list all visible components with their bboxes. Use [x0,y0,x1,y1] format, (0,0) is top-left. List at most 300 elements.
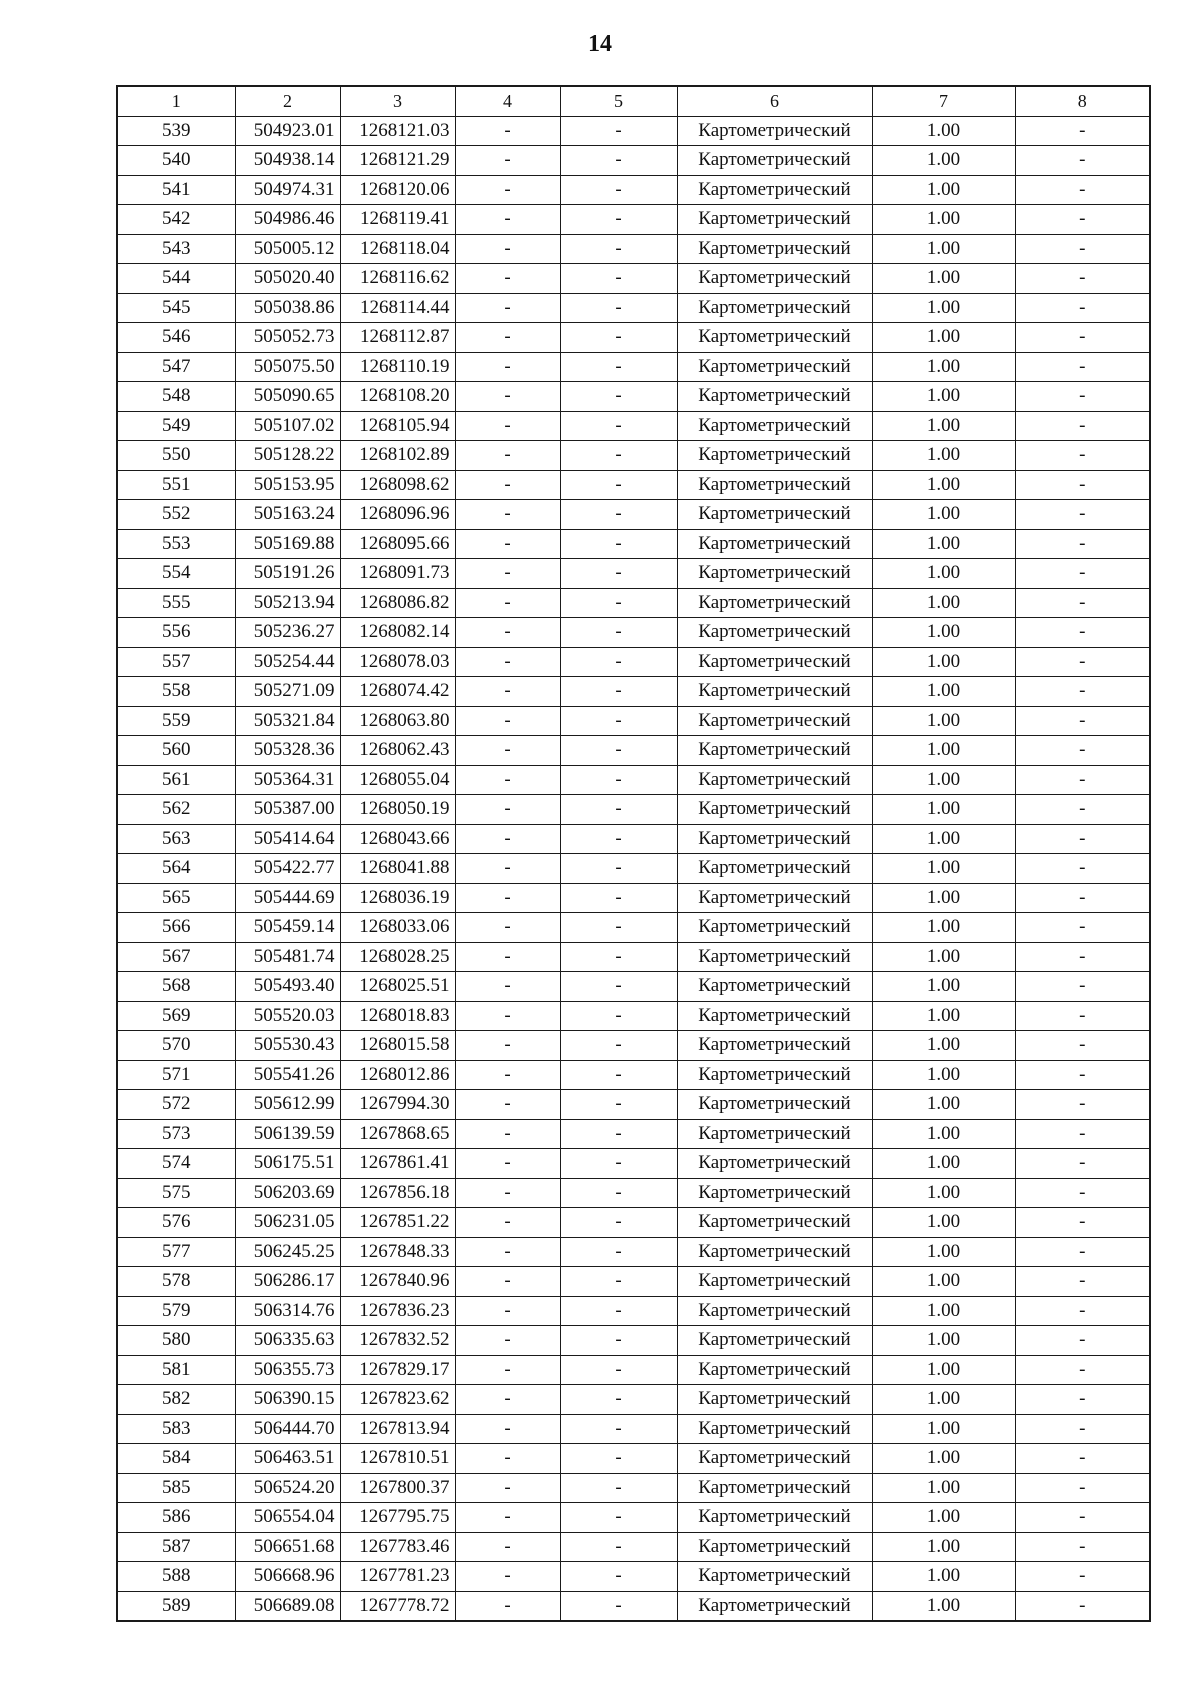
y-coordinate: 1268105.94 [340,411,455,441]
x-coordinate: 505271.09 [235,677,340,707]
table-row [117,972,1150,1002]
accuracy: 1.00 [872,1473,1015,1503]
column-4-value: - [455,323,560,353]
table-row [117,854,1150,884]
column-4-value: - [455,736,560,766]
accuracy: 1.00 [872,647,1015,677]
y-coordinate: 1268063.80 [340,706,455,736]
table-row [117,765,1150,795]
column-5-value: - [560,1296,677,1326]
point-number: 580 [117,1326,235,1356]
table-row [117,588,1150,618]
method: Картометрический [677,1591,872,1621]
column-4-value: - [455,1591,560,1621]
x-coordinate: 506231.05 [235,1208,340,1238]
accuracy: 1.00 [872,1267,1015,1297]
column-header: 2 [235,86,340,116]
y-coordinate: 1267856.18 [340,1178,455,1208]
column-4-value: - [455,618,560,648]
column-8-value: - [1015,883,1150,913]
column-5-value: - [560,1326,677,1356]
point-number: 547 [117,352,235,382]
column-8-value: - [1015,500,1150,530]
accuracy: 1.00 [872,323,1015,353]
column-5-value: - [560,1532,677,1562]
y-coordinate: 1267795.75 [340,1503,455,1533]
x-coordinate: 505090.65 [235,382,340,412]
accuracy: 1.00 [872,175,1015,205]
column-8-value: - [1015,1296,1150,1326]
y-coordinate: 1268095.66 [340,529,455,559]
column-4-value: - [455,588,560,618]
column-5-value: - [560,618,677,648]
accuracy: 1.00 [872,1208,1015,1238]
y-coordinate: 1268043.66 [340,824,455,854]
table-row [117,647,1150,677]
table-row [117,1591,1150,1621]
accuracy: 1.00 [872,1296,1015,1326]
column-8-value: - [1015,647,1150,677]
column-5-value: - [560,1562,677,1592]
column-8-value: - [1015,411,1150,441]
table-row [117,1503,1150,1533]
method: Картометрический [677,854,872,884]
column-5-value: - [560,293,677,323]
column-5-value: - [560,647,677,677]
x-coordinate: 505541.26 [235,1060,340,1090]
method: Картометрический [677,559,872,589]
column-8-value: - [1015,1060,1150,1090]
column-4-value: - [455,559,560,589]
column-5-value: - [560,1001,677,1031]
column-8-value: - [1015,942,1150,972]
point-number: 572 [117,1090,235,1120]
method: Картометрический [677,1060,872,1090]
y-coordinate: 1267836.23 [340,1296,455,1326]
y-coordinate: 1268012.86 [340,1060,455,1090]
column-4-value: - [455,234,560,264]
column-4-value: - [455,1473,560,1503]
y-coordinate: 1268025.51 [340,972,455,1002]
y-coordinate: 1268114.44 [340,293,455,323]
table-row [117,1237,1150,1267]
method: Картометрический [677,1267,872,1297]
accuracy: 1.00 [872,470,1015,500]
accuracy: 1.00 [872,1119,1015,1149]
column-5-value: - [560,677,677,707]
column-5-value: - [560,382,677,412]
method: Картометрический [677,1473,872,1503]
point-number: 560 [117,736,235,766]
method: Картометрический [677,1001,872,1031]
accuracy: 1.00 [872,234,1015,264]
table-row [117,1090,1150,1120]
table-row [117,736,1150,766]
column-5-value: - [560,1060,677,1090]
column-8-value: - [1015,913,1150,943]
column-5-value: - [560,205,677,235]
accuracy: 1.00 [872,677,1015,707]
column-4-value: - [455,883,560,913]
accuracy: 1.00 [872,736,1015,766]
table-row [117,1473,1150,1503]
y-coordinate: 1268112.87 [340,323,455,353]
accuracy: 1.00 [872,618,1015,648]
accuracy: 1.00 [872,1178,1015,1208]
y-coordinate: 1267781.23 [340,1562,455,1592]
accuracy: 1.00 [872,116,1015,146]
point-number: 577 [117,1237,235,1267]
method: Картометрический [677,529,872,559]
table-row [117,1414,1150,1444]
column-5-value: - [560,1385,677,1415]
point-number: 551 [117,470,235,500]
table-row [117,1060,1150,1090]
column-header: 3 [340,86,455,116]
x-coordinate: 506286.17 [235,1267,340,1297]
point-number: 540 [117,146,235,176]
y-coordinate: 1268116.62 [340,264,455,294]
accuracy: 1.00 [872,765,1015,795]
column-4-value: - [455,854,560,884]
column-4-value: - [455,175,560,205]
accuracy: 1.00 [872,854,1015,884]
column-5-value: - [560,972,677,1002]
column-8-value: - [1015,795,1150,825]
y-coordinate: 1268121.03 [340,116,455,146]
point-number: 585 [117,1473,235,1503]
column-5-value: - [560,529,677,559]
method: Картометрический [677,264,872,294]
table-row [117,706,1150,736]
point-number: 545 [117,293,235,323]
column-8-value: - [1015,1031,1150,1061]
column-8-value: - [1015,1001,1150,1031]
x-coordinate: 505038.86 [235,293,340,323]
column-header: 6 [677,86,872,116]
y-coordinate: 1268098.62 [340,470,455,500]
column-4-value: - [455,1149,560,1179]
x-coordinate: 506390.15 [235,1385,340,1415]
column-4-value: - [455,1503,560,1533]
point-number: 557 [117,647,235,677]
table-row [117,1178,1150,1208]
column-5-value: - [560,1149,677,1179]
y-coordinate: 1268036.19 [340,883,455,913]
method: Картометрический [677,1414,872,1444]
accuracy: 1.00 [872,1001,1015,1031]
accuracy: 1.00 [872,1060,1015,1090]
column-5-value: - [560,264,677,294]
accuracy: 1.00 [872,706,1015,736]
point-number: 548 [117,382,235,412]
column-8-value: - [1015,1119,1150,1149]
column-5-value: - [560,1090,677,1120]
table-row [117,618,1150,648]
table-row [117,323,1150,353]
y-coordinate: 1268108.20 [340,382,455,412]
point-number: 581 [117,1355,235,1385]
point-number: 552 [117,500,235,530]
table-row [117,913,1150,943]
table-header-row [117,86,1150,116]
point-number: 555 [117,588,235,618]
column-4-value: - [455,1178,560,1208]
accuracy: 1.00 [872,1149,1015,1179]
column-4-value: - [455,1090,560,1120]
table-row [117,942,1150,972]
point-number: 575 [117,1178,235,1208]
point-number: 574 [117,1149,235,1179]
method: Картометрический [677,411,872,441]
table-row [117,382,1150,412]
accuracy: 1.00 [872,293,1015,323]
table-row [117,441,1150,471]
column-5-value: - [560,736,677,766]
point-number: 584 [117,1444,235,1474]
accuracy: 1.00 [872,529,1015,559]
method: Картометрический [677,1562,872,1592]
method: Картометрический [677,1031,872,1061]
accuracy: 1.00 [872,1562,1015,1592]
column-8-value: - [1015,264,1150,294]
column-8-value: - [1015,765,1150,795]
accuracy: 1.00 [872,795,1015,825]
accuracy: 1.00 [872,824,1015,854]
accuracy: 1.00 [872,972,1015,1002]
method: Картометрический [677,205,872,235]
point-number: 564 [117,854,235,884]
method: Картометрический [677,500,872,530]
method: Картометрический [677,736,872,766]
x-coordinate: 506668.96 [235,1562,340,1592]
column-header: 1 [117,86,235,116]
x-coordinate: 504938.14 [235,146,340,176]
x-coordinate: 506203.69 [235,1178,340,1208]
column-5-value: - [560,1414,677,1444]
point-number: 556 [117,618,235,648]
method: Картометрический [677,293,872,323]
y-coordinate: 1267851.22 [340,1208,455,1238]
table-row [117,234,1150,264]
y-coordinate: 1268062.43 [340,736,455,766]
column-8-value: - [1015,824,1150,854]
x-coordinate: 505169.88 [235,529,340,559]
column-4-value: - [455,146,560,176]
y-coordinate: 1267823.62 [340,1385,455,1415]
y-coordinate: 1267994.30 [340,1090,455,1120]
point-number: 582 [117,1385,235,1415]
y-coordinate: 1268074.42 [340,677,455,707]
table-row [117,1296,1150,1326]
x-coordinate: 505530.43 [235,1031,340,1061]
column-5-value: - [560,1208,677,1238]
x-coordinate: 505493.40 [235,972,340,1002]
column-4-value: - [455,1385,560,1415]
column-4-value: - [455,1119,560,1149]
column-4-value: - [455,1532,560,1562]
column-8-value: - [1015,854,1150,884]
table-row [117,470,1150,500]
column-8-value: - [1015,205,1150,235]
method: Картометрический [677,116,872,146]
table-row [117,500,1150,530]
point-number: 578 [117,1267,235,1297]
y-coordinate: 1268121.29 [340,146,455,176]
accuracy: 1.00 [872,883,1015,913]
point-number: 546 [117,323,235,353]
method: Картометрический [677,1444,872,1474]
column-4-value: - [455,411,560,441]
point-number: 587 [117,1532,235,1562]
x-coordinate: 505005.12 [235,234,340,264]
x-coordinate: 505075.50 [235,352,340,382]
method: Картометрический [677,1237,872,1267]
column-8-value: - [1015,972,1150,1002]
accuracy: 1.00 [872,1532,1015,1562]
y-coordinate: 1268078.03 [340,647,455,677]
column-8-value: - [1015,1267,1150,1297]
column-4-value: - [455,1355,560,1385]
point-number: 542 [117,205,235,235]
x-coordinate: 506335.63 [235,1326,340,1356]
column-4-value: - [455,677,560,707]
column-8-value: - [1015,323,1150,353]
method: Картометрический [677,1208,872,1238]
table-row [117,1119,1150,1149]
point-number: 589 [117,1591,235,1621]
point-number: 569 [117,1001,235,1031]
point-number: 541 [117,175,235,205]
table-row [117,529,1150,559]
table-row [117,1532,1150,1562]
point-number: 566 [117,913,235,943]
column-4-value: - [455,382,560,412]
x-coordinate: 504974.31 [235,175,340,205]
table-row [117,411,1150,441]
column-4-value: - [455,942,560,972]
y-coordinate: 1267810.51 [340,1444,455,1474]
x-coordinate: 505387.00 [235,795,340,825]
column-8-value: - [1015,736,1150,766]
x-coordinate: 506444.70 [235,1414,340,1444]
y-coordinate: 1268091.73 [340,559,455,589]
accuracy: 1.00 [872,500,1015,530]
x-coordinate: 505153.95 [235,470,340,500]
x-coordinate: 505191.26 [235,559,340,589]
table-row [117,1562,1150,1592]
method: Картометрический [677,647,872,677]
column-8-value: - [1015,352,1150,382]
column-8-value: - [1015,706,1150,736]
column-8-value: - [1015,1562,1150,1592]
method: Картометрический [677,824,872,854]
column-8-value: - [1015,1355,1150,1385]
y-coordinate: 1268082.14 [340,618,455,648]
accuracy: 1.00 [872,1503,1015,1533]
table-row [117,883,1150,913]
x-coordinate: 506463.51 [235,1444,340,1474]
accuracy: 1.00 [872,1090,1015,1120]
accuracy: 1.00 [872,352,1015,382]
column-4-value: - [455,1414,560,1444]
table-row [117,116,1150,146]
accuracy: 1.00 [872,441,1015,471]
column-8-value: - [1015,1090,1150,1120]
column-4-value: - [455,264,560,294]
y-coordinate: 1267783.46 [340,1532,455,1562]
x-coordinate: 506554.04 [235,1503,340,1533]
y-coordinate: 1268015.58 [340,1031,455,1061]
column-8-value: - [1015,1503,1150,1533]
x-coordinate: 505328.36 [235,736,340,766]
column-4-value: - [455,824,560,854]
y-coordinate: 1267778.72 [340,1591,455,1621]
column-4-value: - [455,1001,560,1031]
column-4-value: - [455,706,560,736]
column-8-value: - [1015,1149,1150,1179]
table-row [117,352,1150,382]
column-5-value: - [560,1237,677,1267]
table-row [117,1208,1150,1238]
x-coordinate: 505107.02 [235,411,340,441]
column-4-value: - [455,1326,560,1356]
table-row [117,175,1150,205]
x-coordinate: 505481.74 [235,942,340,972]
y-coordinate: 1268120.06 [340,175,455,205]
point-number: 567 [117,942,235,972]
x-coordinate: 506175.51 [235,1149,340,1179]
table-row [117,1149,1150,1179]
point-number: 554 [117,559,235,589]
column-5-value: - [560,588,677,618]
column-8-value: - [1015,1532,1150,1562]
y-coordinate: 1267868.65 [340,1119,455,1149]
accuracy: 1.00 [872,913,1015,943]
column-5-value: - [560,913,677,943]
method: Картометрический [677,1149,872,1179]
y-coordinate: 1268028.25 [340,942,455,972]
column-8-value: - [1015,470,1150,500]
column-4-value: - [455,765,560,795]
point-number: 544 [117,264,235,294]
accuracy: 1.00 [872,1031,1015,1061]
column-4-value: - [455,913,560,943]
accuracy: 1.00 [872,1591,1015,1621]
column-5-value: - [560,116,677,146]
point-number: 588 [117,1562,235,1592]
column-4-value: - [455,1562,560,1592]
method: Картометрический [677,972,872,1002]
column-5-value: - [560,942,677,972]
column-8-value: - [1015,588,1150,618]
y-coordinate: 1268119.41 [340,205,455,235]
column-4-value: - [455,1296,560,1326]
column-header: 4 [455,86,560,116]
x-coordinate: 505612.99 [235,1090,340,1120]
column-5-value: - [560,795,677,825]
point-number: 549 [117,411,235,441]
table-row [117,264,1150,294]
column-4-value: - [455,293,560,323]
point-number: 565 [117,883,235,913]
method: Картометрический [677,1532,872,1562]
column-5-value: - [560,1119,677,1149]
table-row [117,1031,1150,1061]
y-coordinate: 1267848.33 [340,1237,455,1267]
point-number: 553 [117,529,235,559]
column-4-value: - [455,205,560,235]
